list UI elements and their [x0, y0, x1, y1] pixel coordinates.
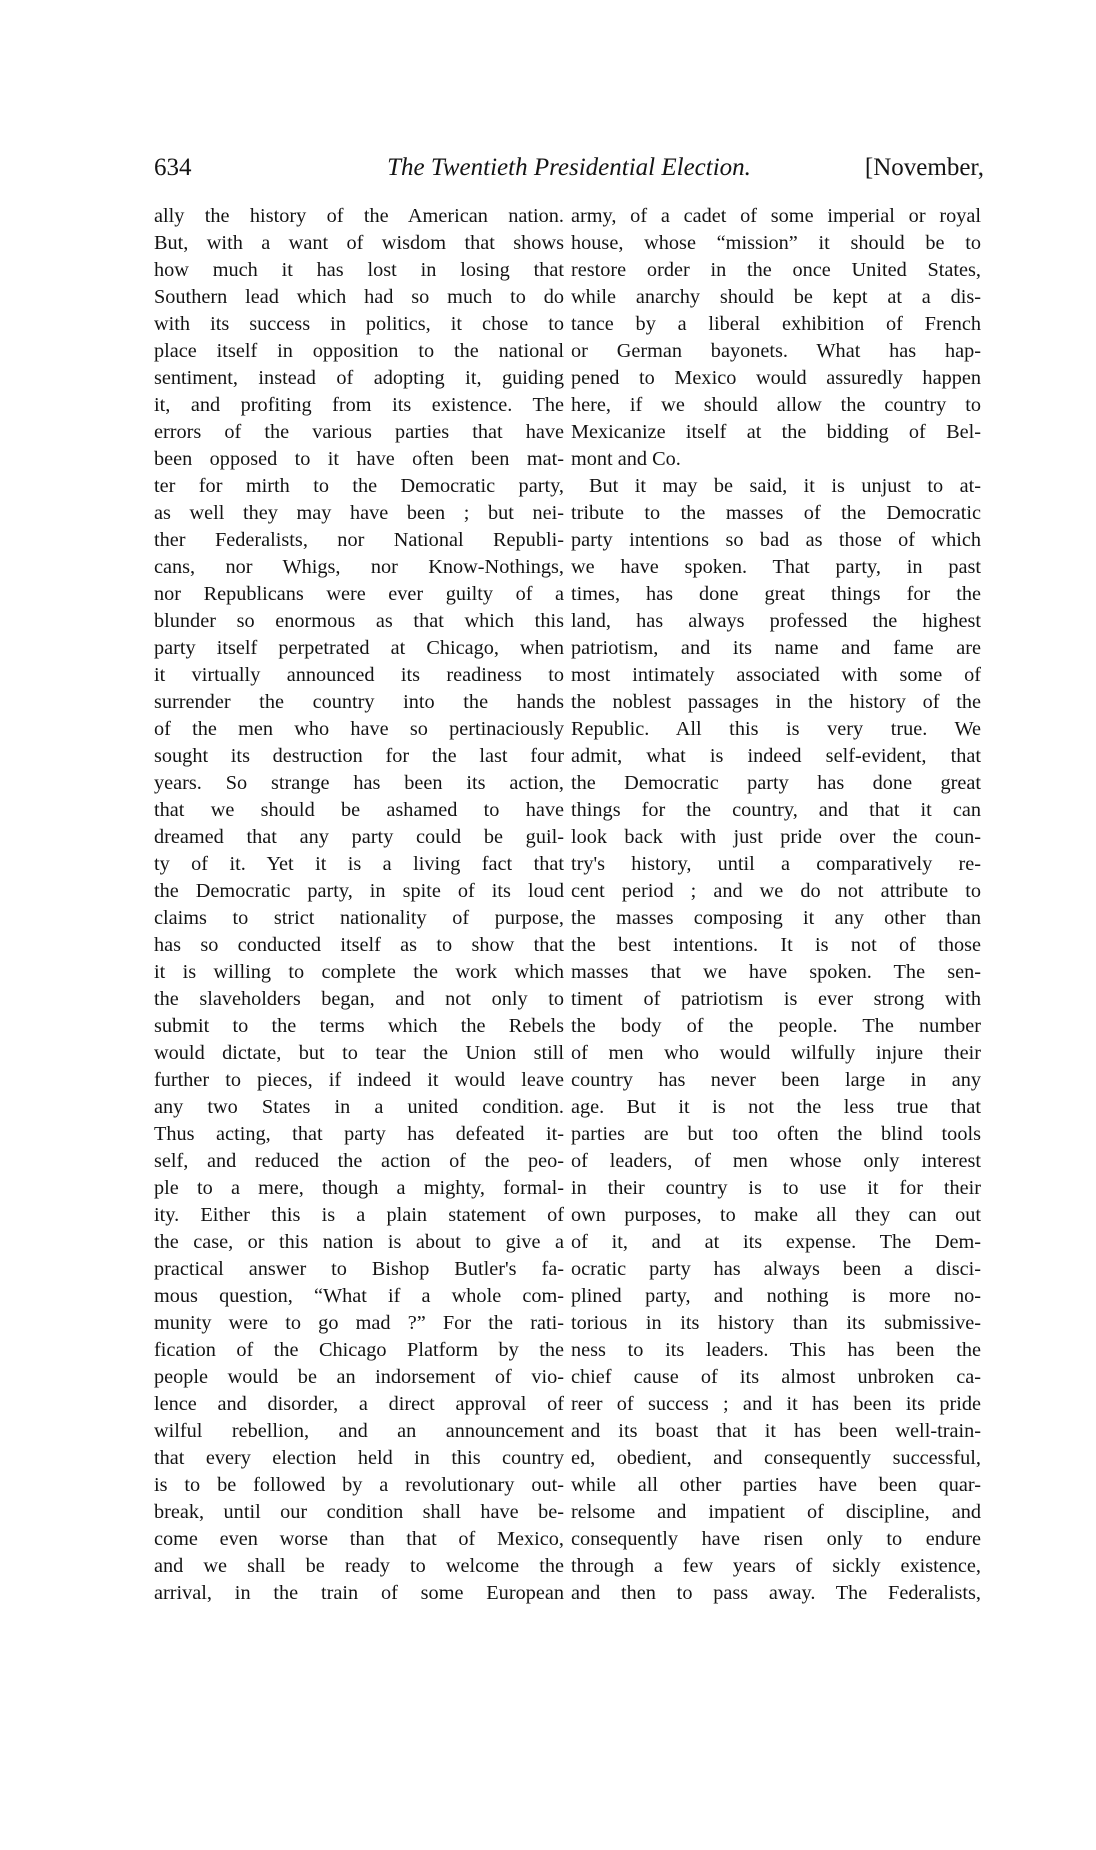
text-line: restore order in the once United States, [571, 259, 981, 281]
text-line: and we shall be ready to welcome the [154, 1555, 564, 1577]
text-line: of it, and at its expense. The Dem- [571, 1231, 981, 1253]
text-line: look back with just pride over the coun- [571, 826, 981, 848]
text-line: chief cause of its almost unbroken ca- [571, 1366, 981, 1388]
text-line: that we should be ashamed to have [154, 799, 564, 821]
text-line: dreamed that any party could be guil- [154, 826, 564, 848]
text-line: Republic. All this is very true. We [571, 718, 981, 740]
text-line: of men who would wilfully injure their [571, 1042, 981, 1064]
text-line: of the men who have so pertinaciously [154, 718, 564, 740]
text-line: or German bayonets. What has hap- [571, 340, 981, 362]
text-line: cans, nor Whigs, nor Know-Nothings, [154, 556, 564, 578]
text-line: has so conducted itself as to show that [154, 934, 564, 956]
text-line: years. So strange has been its action, [154, 772, 564, 794]
text-line: masses that we have spoken. The sen- [571, 961, 981, 983]
text-line: sought its destruction for the last four [154, 745, 564, 767]
text-line: party intentions so bad as those of which [571, 529, 981, 551]
text-line: But it may be said, it is unjust to at- [589, 475, 981, 497]
text-line: that every election held in this country [154, 1447, 564, 1469]
text-line: army, of a cadet of some imperial or royal [571, 205, 981, 227]
running-title: The Twentieth Presidential Election. [387, 154, 751, 181]
text-line: ther Federalists, nor National Republi- [154, 529, 564, 551]
text-line: errors of the various parties that have [154, 421, 564, 443]
text-line: tribute to the masses of the Democratic [571, 502, 981, 524]
page-number: 634 [154, 154, 192, 181]
text-line: would dictate, but to tear the Union still [154, 1042, 564, 1064]
running-head [154, 148, 984, 188]
text-line: people would be an indorsement of vio- [154, 1366, 564, 1388]
text-line: how much it has lost in losing that [154, 259, 564, 281]
left-text-column [154, 203, 564, 1607]
text-line: ally the history of the American nation. [154, 205, 564, 227]
text-line: it is willing to complete the work which [154, 961, 564, 983]
text-line: is to be followed by a revolutionary out- [154, 1474, 564, 1496]
text-line: been opposed to it have often been mat- [154, 448, 564, 470]
text-line: patriotism, and its name and fame are [571, 637, 981, 659]
text-line: try's history, until a comparatively re- [571, 853, 981, 875]
text-line: cent period ; and we do not attribute to [571, 880, 981, 902]
text-line: sentiment, instead of adopting it, guiding [154, 367, 564, 389]
text-line: claims to strict nationality of purpose, [154, 907, 564, 929]
text-line: the case, or this nation is about to give a [154, 1231, 564, 1253]
text-line: But, with a want of wisdom that shows [154, 232, 564, 254]
text-line: ty of it. Yet it is a living fact that [154, 853, 564, 875]
text-line: it, and profiting from its existence. The [154, 394, 564, 416]
text-line: self, and reduced the action of the peo- [154, 1150, 564, 1172]
text-line: fication of the Chicago Platform by the [154, 1339, 564, 1361]
text-line: pened to Mexico would assuredly happen [571, 367, 981, 389]
right-text-column [571, 203, 981, 1607]
text-line: timent of patriotism is ever strong with [571, 988, 981, 1010]
text-line: through a few years of sickly existence, [571, 1555, 981, 1577]
text-line: house, whose “mission” it should be to [571, 232, 981, 254]
text-line: mont and Co. [571, 448, 681, 470]
text-line: practical answer to Bishop Butler's fa- [154, 1258, 564, 1280]
text-line: country has never been large in any [571, 1069, 981, 1091]
text-line: and then to pass away. The Federalists, [571, 1582, 981, 1604]
text-line: arrival, in the train of some European [154, 1582, 564, 1604]
text-line: any two States in a united condition. [154, 1096, 564, 1118]
text-line: land, has always professed the highest [571, 610, 981, 632]
text-line: age. But it is not the less true that [571, 1096, 981, 1118]
text-line: place itself in opposition to the national [154, 340, 564, 362]
text-line: things for the country, and that it can [571, 799, 981, 821]
text-line: it virtually announced its readiness to [154, 664, 564, 686]
text-line: the best intentions. It is not of those [571, 934, 981, 956]
text-line: of leaders, of men whose only interest [571, 1150, 981, 1172]
text-line: times, has done great things for the [571, 583, 981, 605]
text-line: the masses composing it any other than [571, 907, 981, 929]
text-line: lence and disorder, a direct approval of [154, 1393, 564, 1415]
text-line: in their country is to use it for their [571, 1177, 981, 1199]
text-line: party itself perpetrated at Chicago, when [154, 637, 564, 659]
running-month: [November, [864, 154, 984, 181]
text-line: surrender the country into the hands [154, 691, 564, 713]
text-line: ocratic party has always been a disci- [571, 1258, 981, 1280]
text-line: plined party, and nothing is more no- [571, 1285, 981, 1307]
text-line: ter for mirth to the Democratic party, [154, 475, 564, 497]
text-line: break, until our condition shall have be- [154, 1501, 564, 1523]
text-line: most intimately associated with some of [571, 664, 981, 686]
text-line: the Democratic party, in spite of its loud [154, 880, 564, 902]
text-line: torious in its history than its submissive- [571, 1312, 981, 1334]
text-line: consequently have risen only to endure [571, 1528, 981, 1550]
text-line: come even worse than that of Mexico, [154, 1528, 564, 1550]
text-line: ness to its leaders. This has been the [571, 1339, 981, 1361]
text-line: the body of the people. The number [571, 1015, 981, 1037]
text-line: as well they may have been ; but nei- [154, 502, 564, 524]
text-line: Southern lead which had so much to do [154, 286, 564, 308]
text-line: the noblest passages in the history of the [571, 691, 981, 713]
text-line: ple to a mere, though a mighty, formal- [154, 1177, 564, 1199]
text-line: and its boast that it has been well-train- [571, 1420, 981, 1442]
text-line: Thus acting, that party has defeated it- [154, 1123, 564, 1145]
text-line: mous question, “What if a whole com- [154, 1285, 564, 1307]
text-line: admit, what is indeed self-evident, that [571, 745, 981, 767]
text-line: munity were to go mad ?” For the rati- [154, 1312, 564, 1334]
text-line: Mexicanize itself at the bidding of Bel- [571, 421, 981, 443]
text-line: ed, obedient, and consequently successful, [571, 1447, 981, 1469]
text-line: further to pieces, if indeed it would leave [154, 1069, 564, 1091]
text-line: while anarchy should be kept at a dis- [571, 286, 981, 308]
text-line: here, if we should allow the country to [571, 394, 981, 416]
text-line: wilful rebellion, and an announcement [154, 1420, 564, 1442]
text-line: the slaveholders began, and not only to [154, 988, 564, 1010]
text-line: ity. Either this is a plain statement of [154, 1204, 564, 1226]
text-line: while all other parties have been quar- [571, 1474, 981, 1496]
text-line: own purposes, to make all they can out [571, 1204, 981, 1226]
text-line: the Democratic party has done great [571, 772, 981, 794]
text-line: tance by a liberal exhibition of French [571, 313, 981, 335]
text-line: blunder so enormous as that which this [154, 610, 564, 632]
text-line: parties are but too often the blind tools [571, 1123, 981, 1145]
text-line: submit to the terms which the Rebels [154, 1015, 564, 1037]
text-line: reer of success ; and it has been its pride [571, 1393, 981, 1415]
text-line: with its success in politics, it chose to [154, 313, 564, 335]
text-line: nor Republicans were ever guilty of a [154, 583, 564, 605]
text-line: we have spoken. That party, in past [571, 556, 981, 578]
text-line: relsome and impatient of discipline, and [571, 1501, 981, 1523]
